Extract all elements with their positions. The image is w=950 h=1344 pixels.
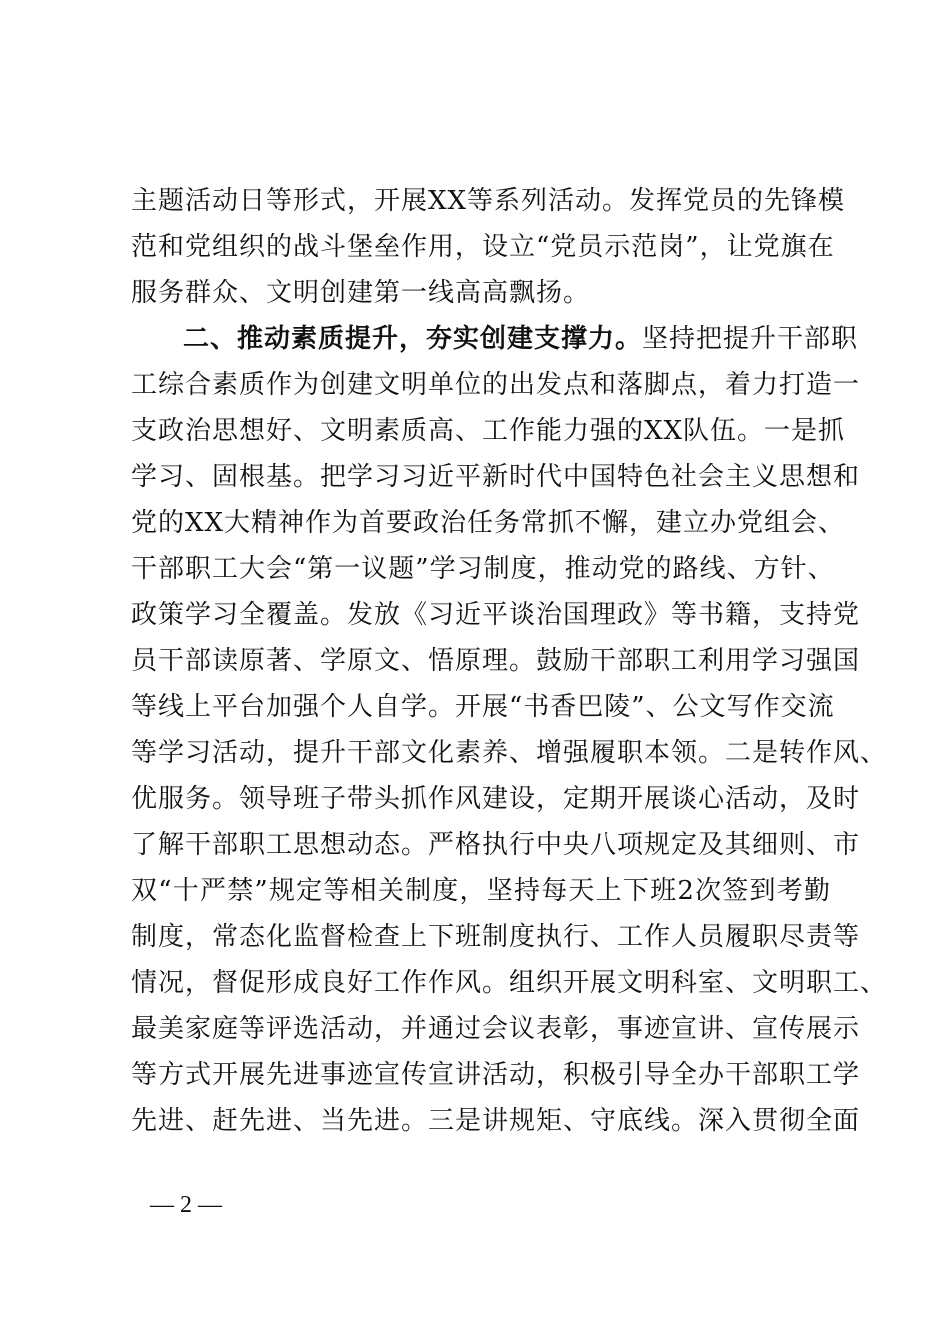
text-line: 情况，督促形成良好工作作风。组织开展文明科室、文明职工、	[131, 968, 888, 998]
text-line: 干部职工大会“第一议题”学习制度，推动党的路线、方针、	[131, 554, 835, 584]
text-line: 等学习活动，提升干部文化素养、增强履职本领。二是转作风、	[131, 738, 888, 768]
text-run: 坚持把提升干部职	[642, 324, 859, 354]
text-line: 制度，常态化监督检查上下班制度执行、工作人员履职尽责等	[131, 922, 861, 952]
text-line: 等线上平台加强个人自学。开展“书香巴陵”、公文写作交流	[131, 692, 835, 722]
paragraph-section-two	[131, 316, 888, 1144]
text-line: 工综合素质作为创建文明单位的出发点和落脚点，着力打造一	[131, 370, 861, 400]
text-line: 先进、赶先进、当先进。三是讲规矩、守底线。深入贯彻全面	[131, 1106, 861, 1136]
text-line: 双“十严禁”规定等相关制度，坚持每天上下班2次签到考勤	[131, 876, 831, 906]
text-line: 最美家庭等评选活动，并通过会议表彰，事迹宣讲、宣传展示	[131, 1014, 861, 1044]
text-line: 范和党组织的战斗堡垒作用，设立“党员示范岗”，让党旗在	[131, 232, 835, 262]
text-line: 学习、固根基。把学习习近平新时代中国特色社会主义思想和	[131, 462, 861, 492]
section-heading: 二、推动素质提升，夯实创建支撑力。	[183, 324, 643, 354]
text-line: 支政治思想好、文明素质高、工作能力强的XX队伍。一是抓	[131, 416, 846, 446]
text-line: 了解干部职工思想动态。严格执行中央八项规定及其细则、市	[131, 830, 861, 860]
body-text	[131, 178, 888, 1144]
text-line: 等方式开展先进事迹宣传宣讲活动，积极引导全办干部职工学	[131, 1060, 861, 1090]
text-line: 政策学习全覆盖。发放《习近平谈治国理政》等书籍，支持党	[131, 600, 861, 630]
page-number: — 2 —	[150, 1192, 222, 1218]
text-line: 优服务。领导班子带头抓作风建设，定期开展谈心活动，及时	[131, 784, 861, 814]
paragraph-continuation	[131, 178, 846, 316]
text-line-with-heading	[131, 316, 859, 362]
text-line: 服务群众、文明创建第一线高高飘扬。	[131, 278, 591, 308]
text-line: 主题活动日等形式，开展XX等系列活动。发挥党员的先锋模	[131, 186, 846, 216]
text-line: 党的XX大精神作为首要政治任务常抓不懈，建立办党组会、	[131, 508, 846, 538]
text-line: 员干部读原著、学原文、悟原理。鼓励干部职工利用学习强国	[131, 646, 861, 676]
